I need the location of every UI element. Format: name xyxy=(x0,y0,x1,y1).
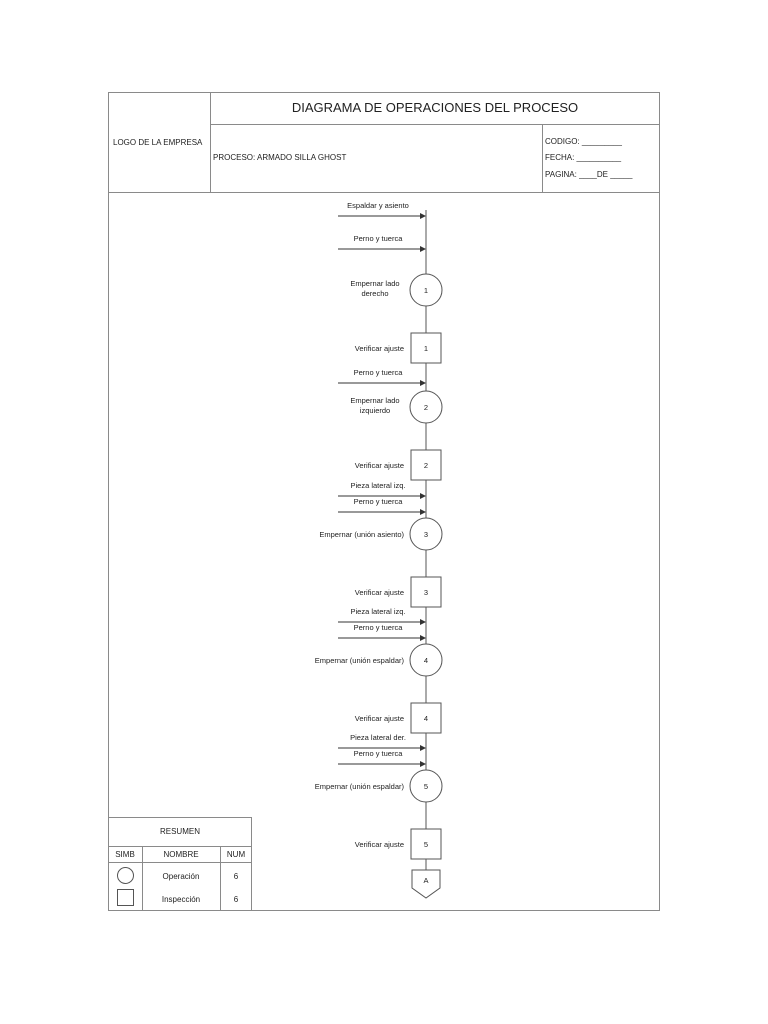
connector-label: A xyxy=(423,876,429,885)
summary-row-name: Operación xyxy=(162,872,200,881)
codigo-field: CODIGO: _________ xyxy=(545,137,622,146)
input-label: Perno y tuerca xyxy=(353,497,403,506)
step-number: 3 xyxy=(423,530,429,539)
summary-row-num: 6 xyxy=(233,895,239,904)
step-number: 4 xyxy=(423,714,429,723)
summary-row-num: 6 xyxy=(233,872,239,881)
step-number: 2 xyxy=(423,403,429,412)
input-label: Perno y tuerca xyxy=(353,368,403,377)
step-label: izquierdo xyxy=(359,406,391,415)
step-label: Verificar ajuste xyxy=(354,840,404,849)
summary-header-nombre: NOMBRE xyxy=(163,850,199,859)
step-label: Empernar lado xyxy=(350,279,400,288)
summary-header-simb: SIMB xyxy=(115,850,135,859)
step-number: 5 xyxy=(423,840,429,849)
step-number: 1 xyxy=(423,286,429,295)
company-logo-placeholder: LOGO DE LA EMPRESA xyxy=(113,138,203,147)
step-label: Verificar ajuste xyxy=(354,461,404,470)
step-label: Verificar ajuste xyxy=(354,588,404,597)
fecha-field: FECHA: __________ xyxy=(545,153,622,162)
input-label: Perno y tuerca xyxy=(353,623,403,632)
input-label: Pieza lateral izq. xyxy=(350,481,406,490)
input-label: Perno y tuerca xyxy=(353,749,403,758)
input-label: Pieza lateral izq. xyxy=(350,607,406,616)
step-label: Verificar ajuste xyxy=(354,714,404,723)
step-label: Verificar ajuste xyxy=(354,344,404,353)
step-number: 4 xyxy=(423,656,429,665)
step-label: Empernar (unión asiento) xyxy=(319,530,404,539)
page-title: DIAGRAMA DE OPERACIONES DEL PROCESO xyxy=(291,100,579,115)
step-number: 2 xyxy=(423,461,429,470)
step-label: Empernar (unión espaldar) xyxy=(314,782,404,791)
input-label: Pieza lateral der. xyxy=(350,733,406,742)
summary-table xyxy=(108,817,252,911)
step-label: Empernar lado xyxy=(350,396,400,405)
operation-symbol-icon xyxy=(118,868,134,884)
summary-row-name: Inspección xyxy=(161,895,201,904)
pagina-field: PAGINA: ____DE _____ xyxy=(545,170,633,179)
step-number: 1 xyxy=(423,344,429,353)
inspection-symbol-icon xyxy=(118,890,134,906)
step-number: 3 xyxy=(423,588,429,597)
step-label: derecho xyxy=(361,289,389,298)
step-label: Empernar (unión espaldar) xyxy=(314,656,404,665)
process-name: PROCESO: ARMADO SILLA GHOST xyxy=(213,153,347,162)
step-number: 5 xyxy=(423,782,429,791)
input-label: Perno y tuerca xyxy=(353,234,403,243)
summary-title: RESUMEN xyxy=(159,827,200,836)
summary-header-num: NUM xyxy=(226,850,246,859)
input-label: Espaldar y asiento xyxy=(347,201,409,210)
